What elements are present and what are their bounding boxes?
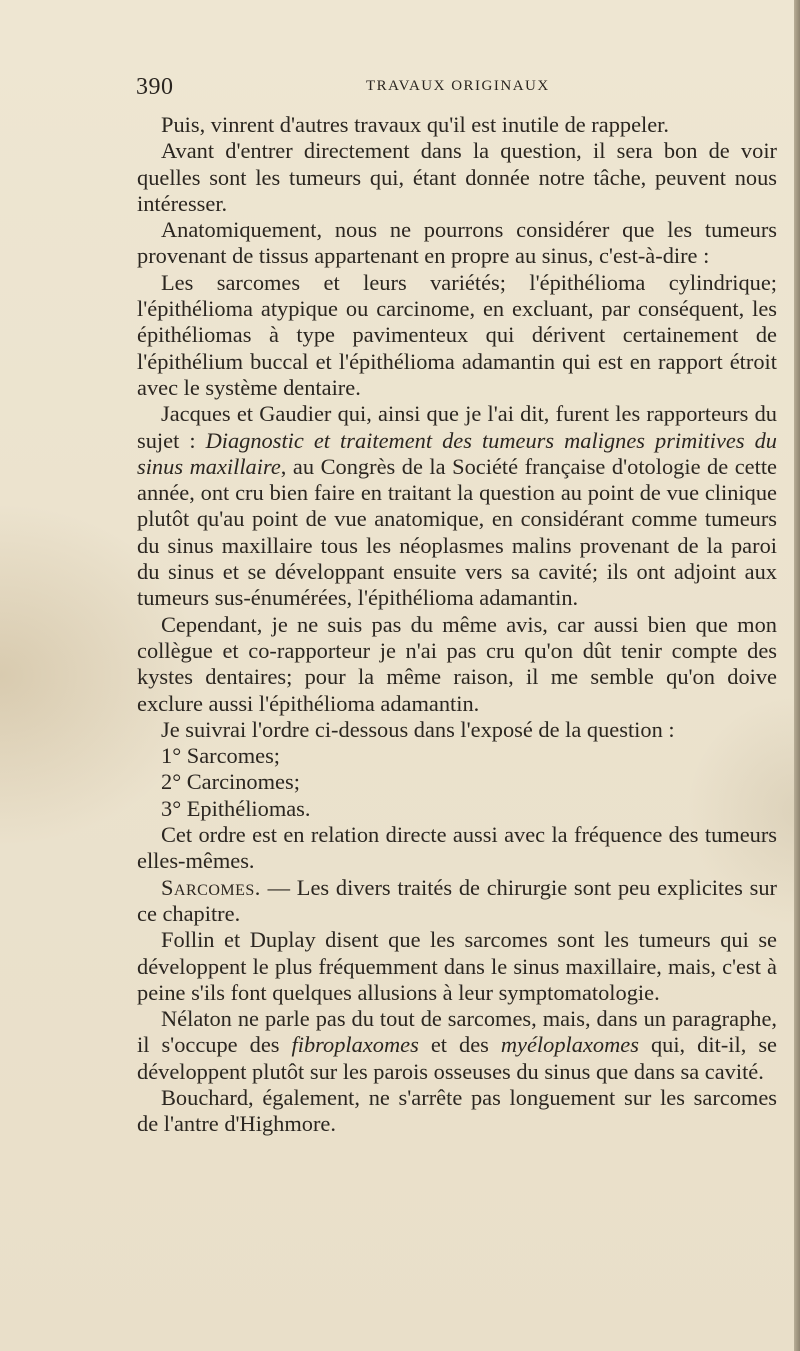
page-edge-shadow bbox=[794, 0, 800, 1351]
text-run: Nélaton ne parle pas du tout de sarcomes, mais, dans un paragraphe, il s'occupe des bbox=[137, 1006, 777, 1058]
paragraph: Les sarcomes et leurs variétés; l'épithélioma cylindrique; l'épithélioma atypique ou carcinome, en excluant, par conséquent, les épithéliomas à type pavimenteux qui dérivent certainement de l'épithélium buccal et l'épithélioma adamantin qui est en rapport étroit avec le système dentaire. bbox=[137, 269, 777, 400]
paragraph bbox=[137, 1006, 777, 1085]
text-run: — Les divers traités de chirurgie sont peu explicites sur ce chapitre. bbox=[137, 874, 777, 926]
italic-title: Diagnostic et traitement des tumeurs malignes primitives du sinus maxillaire bbox=[137, 427, 777, 479]
paragraph bbox=[137, 875, 777, 928]
list-item: 3° Epithéliomas. bbox=[161, 795, 311, 821]
paragraph: Follin et Duplay disent que les sarcomes sont les tumeurs qui se développent le plus fréquemment dans le sinus maxillaire, mais, c'est à peine s'ils font quelques allusions à leur symptomatologie. bbox=[137, 927, 777, 1005]
paragraph: Bouchard, également, ne s'arrête pas longuement sur les sarcomes de l'antre d'Highmore. bbox=[137, 1084, 777, 1137]
text-run: , au Congrès de la Société française d'otologie de cette année, ont cru bien faire en traitant la question au point de vue clinique plutôt qu'au point de vue anatomique, en considérant comme tumeurs du sinus maxillaire tous les néoplasmes malins provenant de la paroi du sinus et se développant ensuite vers sa cavité; ils ont adjoint aux tumeurs sus-énumérées, l'épithélioma adamantin. bbox=[137, 453, 777, 611]
paragraph: Je suivrai l'ordre ci-dessous dans l'exposé de la question : bbox=[161, 716, 675, 742]
page-number: 390 bbox=[136, 74, 174, 100]
text-run: et des bbox=[418, 1032, 501, 1058]
italic-term: myéloplaxomes bbox=[500, 1032, 639, 1058]
italic-term: fibroplaxomes bbox=[291, 1032, 419, 1058]
paragraph: Puis, vinrent d'autres travaux qu'il est inutile de rappeler. bbox=[161, 112, 669, 137]
section-heading: Sarcomes. bbox=[161, 874, 261, 900]
paragraph: Cet ordre est en relation directe aussi avec la fréquence des tumeurs elles-mêmes. bbox=[137, 822, 777, 874]
list-item: 1° Sarcomes; bbox=[161, 743, 281, 769]
running-title: TRAVAUX ORIGINAUX bbox=[366, 78, 550, 94]
list-item: 2° Carcinomes; bbox=[161, 769, 300, 795]
text-run: Jacques et Gaudier qui, ainsi que je l'ai dit, furent les rapporteurs du sujet : bbox=[137, 401, 777, 453]
page-header bbox=[136, 74, 776, 104]
paragraph: Anatomiquement, nous ne pourrons considérer que les tumeurs provenant de tissus appartenant en propre au sinus, c'est-à-dire : bbox=[137, 217, 777, 269]
paragraph: Avant d'entrer directement dans la question, il sera bon de voir quelles sont les tumeurs qui, étant donnée notre tâche, peuvent nous intéresser. bbox=[137, 138, 777, 216]
text-run: qui, dit-il, se développent plutôt sur les parois osseuses du sinus que dans sa cavité. bbox=[137, 1032, 777, 1084]
paragraph: Cependant, je ne suis pas du même avis, car aussi bien que mon collègue et co-rapporteur je n'ai pas cru qu'on dût tenir compte des kystes dentaires; pour la même raison, il me semble qu'on doive exclure aussi l'épithélioma adamantin. bbox=[137, 611, 777, 716]
paragraph bbox=[137, 401, 777, 611]
body-text bbox=[137, 112, 777, 1138]
